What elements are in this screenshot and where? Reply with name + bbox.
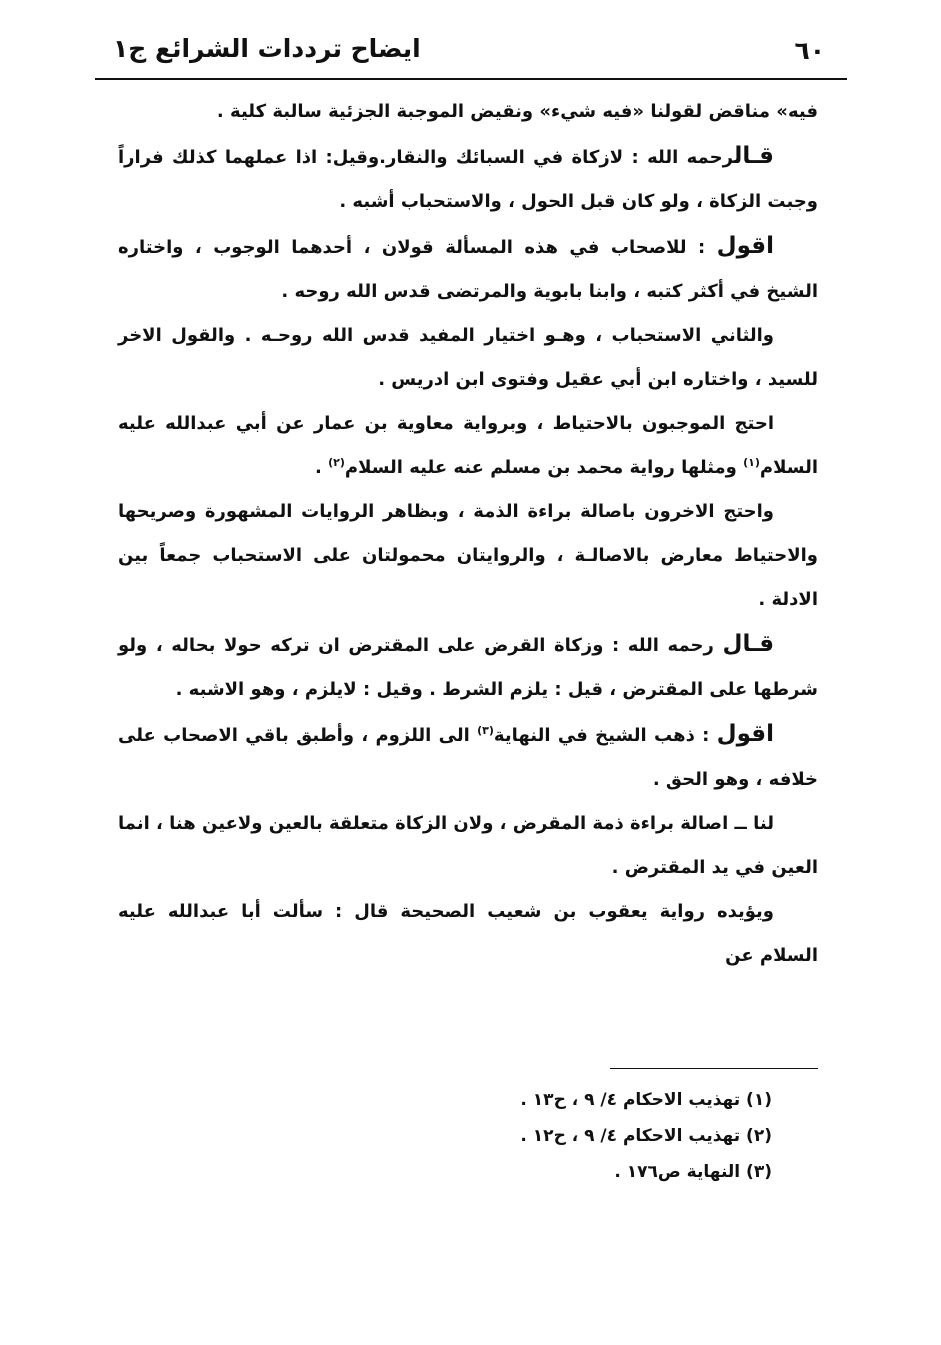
paragraph-3-text: : للاصحاب في هذه المسألة قولان ، أحدهما الوجوب ، واختاره الشيخ في أكثر كتبه ، وابنا بابوية والمرتضى قدس الله روحه . bbox=[118, 237, 818, 302]
paragraph-1: فيه» مناقض لقولنا «فيه شيء» ونقيض الموجبة الجزئية سالبة كلية . bbox=[216, 101, 818, 122]
page-header bbox=[95, 28, 847, 80]
qala-heading: قـال bbox=[722, 631, 774, 657]
paragraph-9: لنا ــ اصالة براءة ذمة المقرض ، ولان الزكاة متعلقة بالعين ولاعين هنا ، انما العين في يد المقترض . bbox=[118, 813, 818, 878]
paragraph-5 bbox=[118, 402, 818, 490]
paragraph-8-text-b: الى اللزوم ، وأطبق باقي الاصحاب على خلافه ، وهو الحق . bbox=[118, 725, 818, 790]
paragraph-2-text: رحمه الله : لازكاة في السبائك والنقار.وقيل: اذا عملهما كذلك فراراً وجبت الزكاة ، ولو كان قبل الحول ، والاستحباب أشبه . bbox=[118, 147, 818, 212]
aqulu-heading: اقول bbox=[716, 233, 774, 259]
paragraph-5-text-c: . bbox=[314, 457, 329, 478]
paragraph-3 bbox=[118, 224, 818, 314]
footnote-ref-2: (٢) bbox=[328, 456, 345, 469]
footnote-separator bbox=[610, 1068, 818, 1069]
footnotes bbox=[300, 1082, 772, 1190]
paragraph-2 bbox=[118, 134, 818, 224]
paragraph-7-text: رحمه الله : وزكاة القرض على المقترض ان تركه حولا بحاله ، ولو شرطها على المقترض ، قيل : يلزم الشرط . وقيل : لايلزم ، وهو الاشبه . bbox=[118, 635, 818, 700]
body-text bbox=[118, 90, 818, 978]
paragraph-8-text-a: : ذهب الشيخ في النهاية bbox=[493, 725, 717, 746]
qala-heading: قـال bbox=[733, 143, 774, 169]
paragraph-5-text-a: احتج الموجبون بالاحتياط ، وبرواية معاوية بن عمار عن أبي عبدالله عليه السلام bbox=[118, 413, 818, 478]
paragraph-7 bbox=[118, 622, 818, 712]
footnote-ref-1: (١) bbox=[743, 456, 760, 469]
page-number: ٦٠ bbox=[794, 36, 825, 65]
footnote-ref-3: (٣) bbox=[477, 724, 494, 737]
footnote-1: (١) تهذيب الاحكام ٤/ ٩ ، ح١٣ . bbox=[520, 1090, 772, 1110]
paragraph-8 bbox=[118, 712, 818, 802]
paragraph-6: واحتج الاخرون باصالة براءة الذمة ، وبظاهر الروايات المشهورة وصريحها والاحتياط معارض بالاصالـة ، والروايتان محمولتان على الاستحباب جمعاً بين الادلة . bbox=[118, 501, 818, 610]
paragraph-4: والثاني الاستحباب ، وهـو اختيار المفيد قدس الله روحـه . والقول الاخر للسيد ، واختاره ابن أبي عقيل وفتوى ابن ادريس . bbox=[118, 325, 818, 390]
footnote-2: (٢) تهذيب الاحكام ٤/ ٩ ، ح١٢ . bbox=[520, 1126, 772, 1146]
paragraph-10: ويؤيده رواية يعقوب بن شعيب الصحيحة قال : سألت أبا عبدالله عليه السلام عن bbox=[118, 901, 818, 966]
aqulu-heading: اقول bbox=[716, 721, 774, 747]
book-title: ايضاح ترددات الشرائع ج١ bbox=[113, 34, 421, 63]
paragraph-5-text-b: ومثلها رواية محمد بن مسلم عنه عليه السلام bbox=[344, 457, 744, 478]
footnote-3: (٣) النهاية ص١٧٦ . bbox=[614, 1162, 772, 1182]
